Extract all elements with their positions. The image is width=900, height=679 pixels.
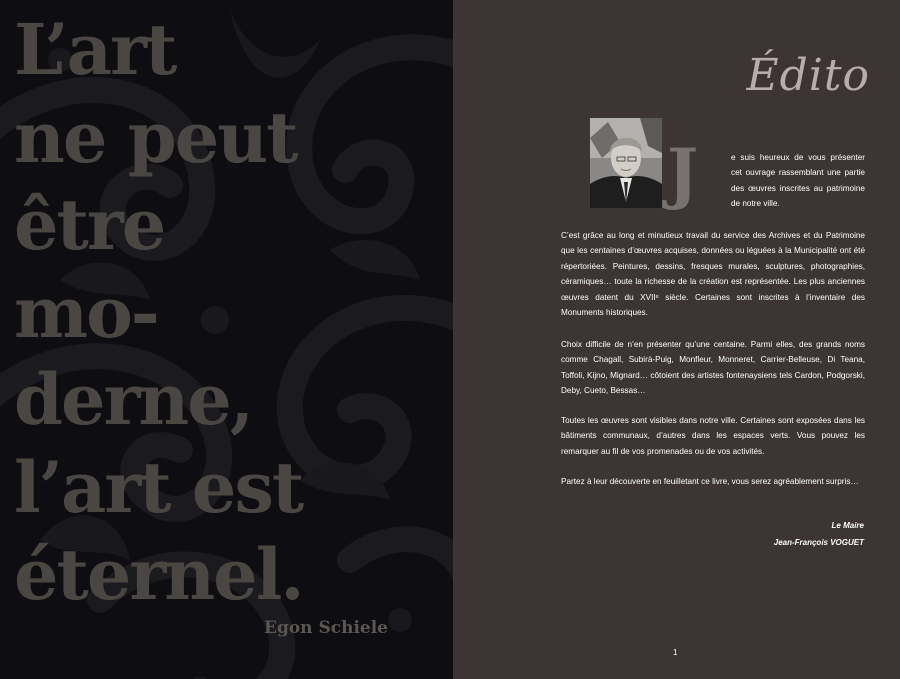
quote-author: Egon Schiele	[264, 618, 388, 638]
quote-line: l’art est	[14, 445, 303, 529]
paragraph-1: C’est grâce au long et minutieux travail du service des Archives et du Patrimoine que les centaines d’œuvres acquises, données ou léguées à la Municipalité ont été répertoriées. Peintures, dessins, fresques murales, sculptures, photographies, céramiques… toute la richesse de la création est représentée. Les plus anciennes œuvres datent du XVIIᵉ siècle. Certaines sont inscrites à l’inventaire des Monuments historiques.	[561, 231, 865, 318]
quote-line: être	[14, 183, 165, 266]
quote-line: éternel.	[14, 533, 303, 616]
quote	[14, 6, 303, 619]
right-page	[453, 0, 900, 679]
signature-name: Jean-François VOGUET	[773, 538, 864, 547]
page-number: 1	[673, 648, 678, 657]
mayor-portrait	[590, 118, 662, 208]
paragraph-2: Choix difficile de n’en présenter qu’une centaine. Parmi elles, des grands noms comme Chagall, Subirà-Puig, Monfleur, Monneret, Carrier-Belleuse, Di Teana, Toffoli, Kijno, Mignard… côtoient des artistes fontenaysiens tels Cardon, Podgorski, Deby, Cueto, Bessas…	[561, 340, 865, 396]
drop-cap: J	[667, 134, 699, 212]
page-title: Édito	[746, 50, 870, 101]
quote-line: L’art	[14, 8, 176, 91]
signature-role: Le Maire	[831, 521, 864, 530]
intro-text: e suis heureux de vous présenter cet ouvrage rassemblant une partie des œuvres inscrites au patrimoine de notre ville.	[731, 153, 865, 209]
quote-line: mo-	[14, 270, 158, 354]
paragraph-4: Partez à leur découverte en feuilletant ce livre, vous serez agréablement surpris…	[561, 477, 859, 486]
quote-line: derne,	[14, 358, 253, 441]
paragraph-3: Toutes les œuvres sont visibles dans notre ville. Certaines sont exposées dans les bâtiments communaux, d’autres dans les espaces verts. Vous pouvez les remarquer au fil de vos promenades ou de vos activités.	[561, 416, 865, 456]
quote-line: ne peut	[14, 95, 297, 179]
